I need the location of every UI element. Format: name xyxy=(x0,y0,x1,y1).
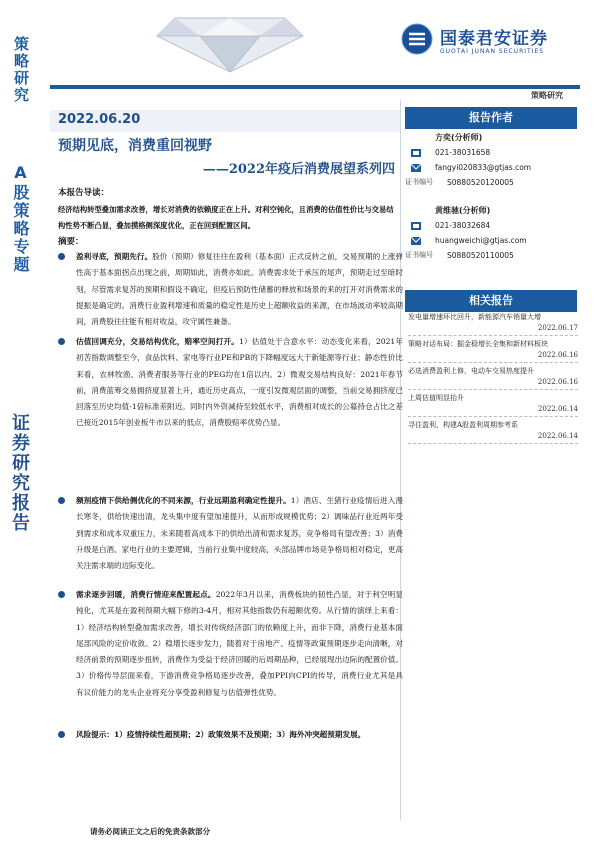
author-cert: S0880520110005 xyxy=(447,251,514,260)
logo-text-cn: 国泰君安证券 xyxy=(440,29,548,49)
email-icon xyxy=(411,164,421,172)
left-sidebar xyxy=(0,0,40,842)
divider xyxy=(408,389,578,390)
author-card xyxy=(405,203,577,263)
bullet-lead: 估值回调充分，交易结构优化，赔率空间打开。 xyxy=(76,337,239,346)
related-report-item[interactable] xyxy=(408,420,578,444)
series-label: A股策略专题 xyxy=(11,163,30,274)
bullet-icon xyxy=(58,497,65,504)
bullet-lead: 风险提示：1）疫情持续性超预期；2）政策效果不及预期；3）海外冲突超预期发展。 xyxy=(76,730,366,739)
related-report-date: 2022.06.17 xyxy=(537,324,578,332)
author-name: 方奕(分析师) xyxy=(435,133,483,142)
report-type-label: 证券研究报告 xyxy=(9,413,30,533)
report-subtitle: ——2022年疫后消费展望系列四 xyxy=(202,162,395,177)
related-report-date: 2022.06.14 xyxy=(537,405,578,413)
bullet-lead: 需求逐步回暖，消费行情迎来配置起点。 xyxy=(76,590,216,599)
bullet-icon xyxy=(58,253,65,260)
diamond-graphic xyxy=(155,8,305,74)
divider xyxy=(408,416,578,417)
bullet-text: 1）估值处于合意水平：动态变化来看，2021年初苦指数调整至今，食品饮料、家电等行业PE和PB的下降幅度远大于新能源等行业；静态性价比来看，农林牧渔、消费者服务等行业的PEG均在1倍以内。2）微观交易结构良好：2021年春节前，消费蓝筹交易拥挤度显著上升，通近历史高点，一度引发微观层面的调整，当前交易拥挤度已回落至历史均值-1倍标准差附近。同时内外资减持至较低水平，消费相对成长的公募持仓占比之差已接近2015年创业板牛市以来的低点，消费股赔率优势凸显。 xyxy=(76,337,404,428)
logo-mark-icon xyxy=(400,22,434,56)
guide-heading: 本报告导读： xyxy=(58,188,110,198)
related-report-date: 2022.06.16 xyxy=(537,351,578,359)
related-report-title[interactable]: 寻往盈利，构建A股盈利周期参考系 xyxy=(408,421,519,429)
column-divider xyxy=(400,100,401,820)
bullet-icon xyxy=(58,731,65,738)
category-label: 策略研究 xyxy=(12,36,30,104)
date-banner xyxy=(50,110,400,132)
divider xyxy=(408,443,578,444)
company-logo xyxy=(400,18,580,58)
related-heading: 相关报告 xyxy=(405,290,577,312)
related-report-item[interactable] xyxy=(408,366,578,390)
author-name: 黄维驰(分析师) xyxy=(435,206,491,215)
related-reports-list xyxy=(408,312,578,447)
divider xyxy=(408,362,578,363)
report-date: 2022.06.20 xyxy=(58,112,141,127)
phone-icon xyxy=(411,149,421,157)
abstract-bullet xyxy=(58,334,403,432)
guide-text: 经济结构转型叠加需求改善，增长对消费的依赖度正在上升。对利空钝化，且消费的估值性价比与交易结构性势不断凸显，叠加摸格侧深度优化，正在回到配置区间。 xyxy=(58,205,394,230)
bullet-lead: 盈利寻底，预期先行。 xyxy=(76,252,153,261)
bullet-text: 股价（预期）修复往往在盈利（基本面）正式反转之前，交易预期的上涨弹性高于基本面拐点出现之前，周期如此，消费亦如此。消费需求处于承压的尾声，预期走过至暗时刻，尽管需求复苏的预期和假设不确定，但疫后预防性储蓄的释放和场景的来的打开对消费需求的提振是确定的。消费行业盈利增速和质量的稳定性是历史上超额收益的来源，在市场波动率较高期间，消费股往往能有相对收益，攻守属性兼备。 xyxy=(76,252,404,327)
abstract-bullet xyxy=(58,249,403,330)
related-report-title[interactable]: 必选消费盈利上修，电动车交易热度提升 xyxy=(408,367,534,375)
abstract-bullet xyxy=(58,493,403,574)
disclaimer-note: 请务必阅读正文之后的免责条款部分 xyxy=(90,827,210,836)
author-cert-label: 证书编号 xyxy=(405,178,433,186)
divider xyxy=(408,335,578,336)
related-report-date: 2022.06.14 xyxy=(537,432,578,440)
header-rule xyxy=(50,85,580,89)
related-report-date: 2022.06.16 xyxy=(537,378,578,386)
logo-text-en: GUOTAI JUNAN SECURITIES xyxy=(440,48,545,55)
abstract-heading: 摘要： xyxy=(58,237,84,247)
related-report-title[interactable]: 发电量增速环比回升，新能源汽车销量大增 xyxy=(408,313,541,321)
related-report-item[interactable] xyxy=(408,339,578,363)
author-phone: 021-38032684 xyxy=(435,221,491,230)
email-icon xyxy=(411,237,421,245)
bullet-lead: 频剂疫情下供给侧优化的不同来源，行业远期盈利确定性提升。 xyxy=(76,496,291,505)
author-card xyxy=(405,130,577,190)
author-cert: S0880520120005 xyxy=(447,178,514,187)
bullet-icon xyxy=(58,591,65,598)
related-report-title[interactable]: 策略对话布局：掘金稳增长全集和新材料板块 xyxy=(408,340,548,348)
related-report-item[interactable] xyxy=(408,312,578,336)
author-phone: 021-38031658 xyxy=(435,148,491,157)
related-report-item[interactable] xyxy=(408,393,578,417)
author-email[interactable]: huangweichi@gtjas.com xyxy=(435,236,527,245)
abstract-bullet xyxy=(58,587,403,701)
header-tag: 策略研究 xyxy=(531,91,563,100)
abstract-bullet xyxy=(58,727,403,743)
bullet-icon xyxy=(58,338,65,345)
bullet-text: 2022年3月以来，消费板块的韧性凸显，对于利空明显钝化，尤其是在盈利预期大幅下修的3-4月，相对其他指数仍有超额优势。从行情的演绎上来看：1）经济结构转型叠加需求改善，增长对传统经济部门的依赖度上升，而非下降，消费行业基本面尾部风险的定价收敛。2）稳增长逐步发力，随着对于房地产、疫情等政策预期逐步走向清晰，对经济前景的预期逐步扭转，消费作为受益于经济回暖的后周期品种，已经展现出边际的配置价值。3）价格传导层面来看，下游消费竞争格局逐步改善，叠加PPI向CPI的传导，消费行业尤其是具有议价能力的龙头企业将充分享受盈利修复与估值弹性优势。 xyxy=(76,590,404,697)
related-report-title[interactable]: 上周估值明显抬升 xyxy=(408,394,464,402)
phone-icon xyxy=(411,222,421,230)
bullet-text: 1）酒店、生猪行业疫情后进入漫长寒冬，供给快速出清，龙头集中度有望加速提升，从而形成规模优势；2）调味品行业近两年受到需求和成本双重压力，未来随着高成本下的供给出清和需求复苏，竞争格局有望改善；3）消费升级是白酒、家电行业的主要逻辑，当前行业集中度较高，头部品牌市场竞争格局相对稳定，更高关注需求端的边际变化。 xyxy=(76,496,403,571)
authors-heading: 报告作者 xyxy=(405,107,577,129)
author-email[interactable]: fangyi020833@gtjas.com xyxy=(435,163,532,172)
author-cert-label: 证书编号 xyxy=(405,251,433,259)
report-title: 预期见底，消费重回视野 xyxy=(58,138,212,154)
